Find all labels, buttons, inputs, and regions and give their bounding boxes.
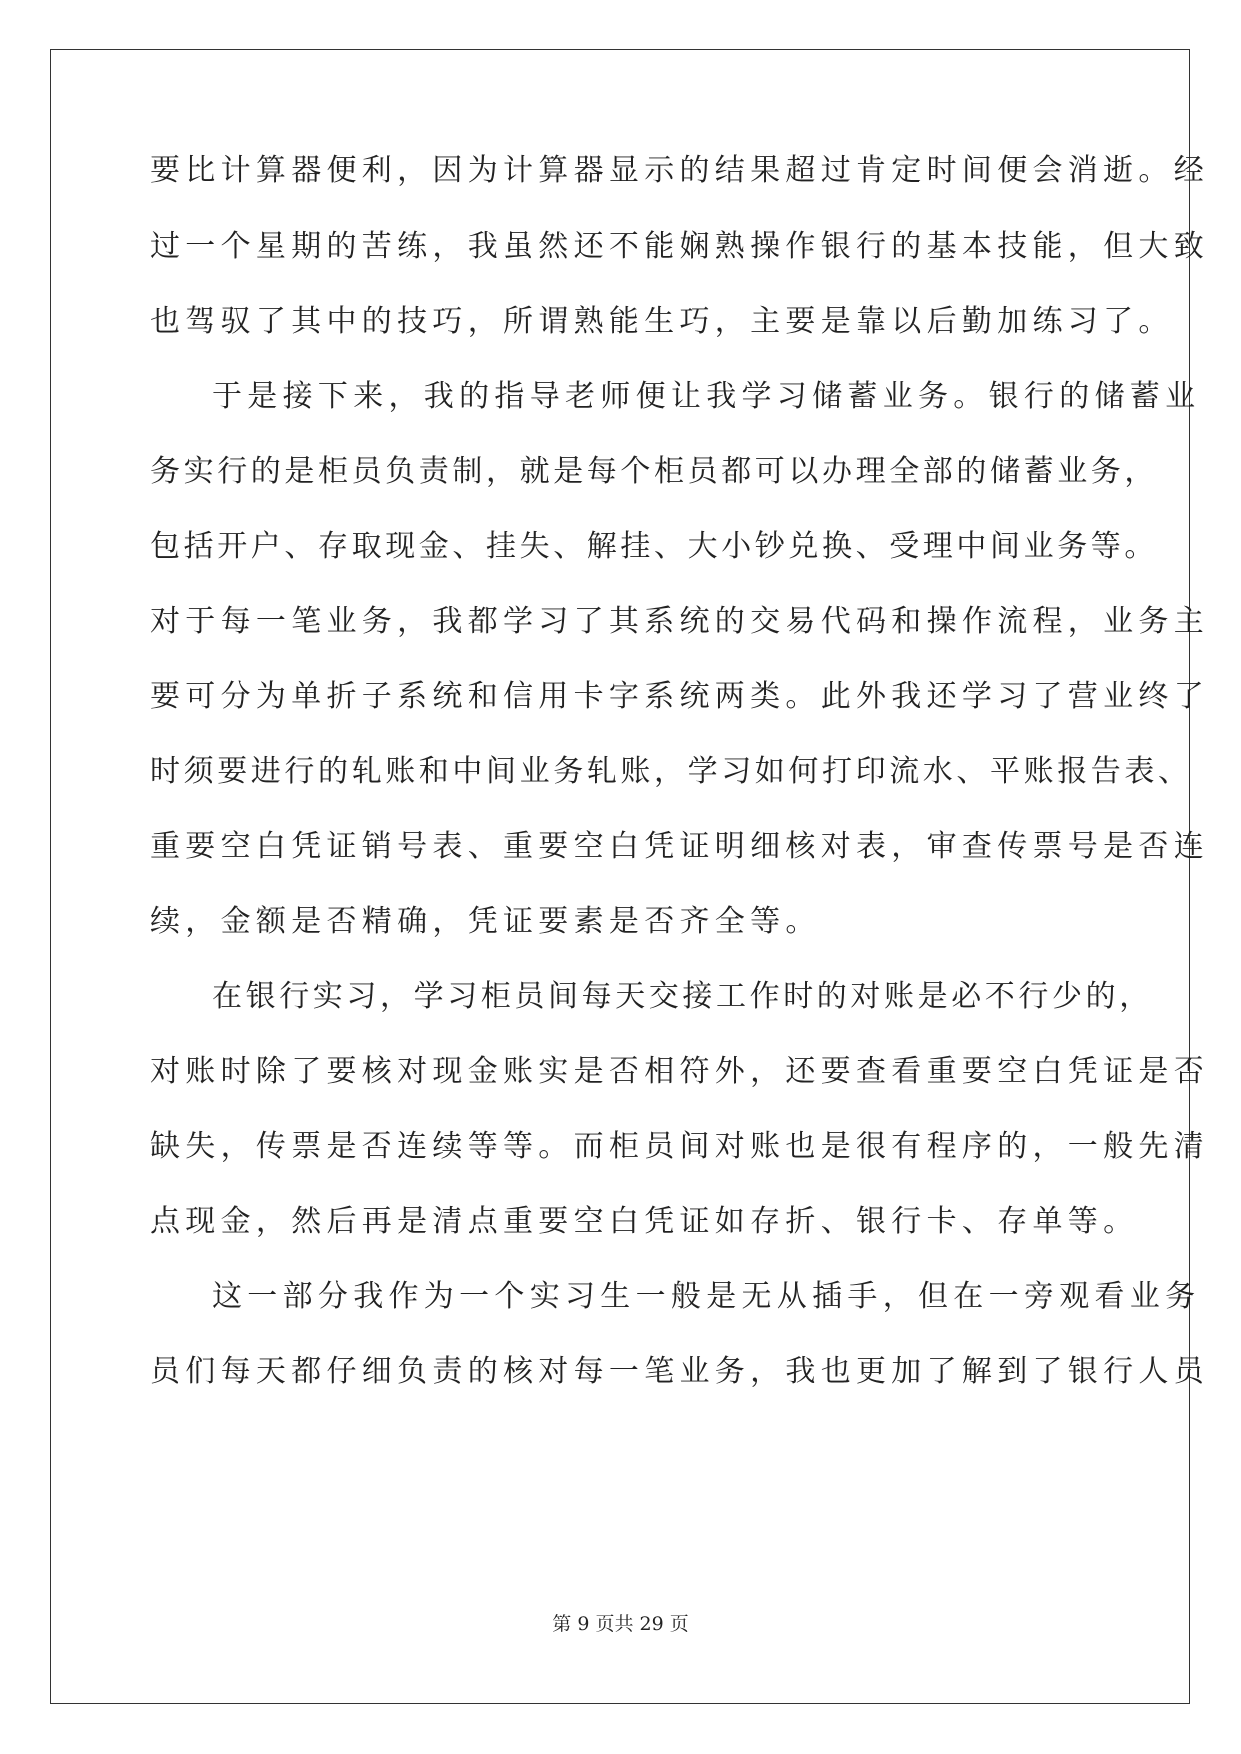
paragraph-start-line: 于是接下来，我的指导老师便让我学习储蓄业务。银行的储蓄业 [212, 379, 1201, 414]
text-line: 对账时除了要核对现金账实是否相符外，还要查看重要空白凭证是否 [150, 1054, 1209, 1089]
page-number: 第 9 页 [552, 1613, 615, 1635]
text-line: 要比计算器便利，因为计算器显示的结果超过肯定时间便会消逝。经 [150, 153, 1209, 188]
text-line: 也驾驭了其中的技巧，所谓熟能生巧，主要是靠以后勤加练习了。 [150, 304, 1174, 339]
text-line: 续，金额是否精确，凭证要素是否齐全等。 [150, 904, 821, 939]
text-line: 对于每一笔业务，我都学习了其系统的交易代码和操作流程，业务主 [150, 604, 1209, 639]
paragraph-start-line: 这一部分我作为一个实习生一般是无从插手，但在一旁观看业务 [212, 1279, 1201, 1314]
text-line: 过一个星期的苦练，我虽然还不能娴熟操作银行的基本技能，但大致 [150, 229, 1209, 264]
text-line: 要可分为单折子系统和信用卡字系统两类。此外我还学习了营业终了 [150, 679, 1209, 714]
text-line: 点现金，然后再是清点重要空白凭证如存折、银行卡、存单等。 [150, 1204, 1139, 1239]
text-line: 包括开户、存取现金、挂失、解挂、大小钞兑换、受理中间业务等。 [150, 529, 1158, 564]
text-line: 员们每天都仔细负责的核对每一笔业务，我也更加了解到了银行人员 [150, 1354, 1209, 1389]
paragraph-start-line: 在银行实习，学习柜员间每天交接工作时的对账是必不行少的， [212, 979, 1153, 1014]
text-line: 务实行的是柜员负责制，就是每个柜员都可以办理全部的储蓄业务， [150, 454, 1158, 489]
text-line: 重要空白凭证销号表、重要空白凭证明细核对表，审查传票号是否连 [150, 829, 1209, 864]
text-line: 缺失，传票是否连续等等。而柜员间对账也是很有程序的，一般先清 [150, 1129, 1209, 1164]
page-total: 共 29 页 [614, 1613, 689, 1635]
text-line: 时须要进行的轧账和中间业务轧账，学习如何打印流水、平账报告表、 [150, 754, 1192, 789]
page-border [50, 49, 1190, 1704]
page-footer [0, 1612, 1241, 1636]
